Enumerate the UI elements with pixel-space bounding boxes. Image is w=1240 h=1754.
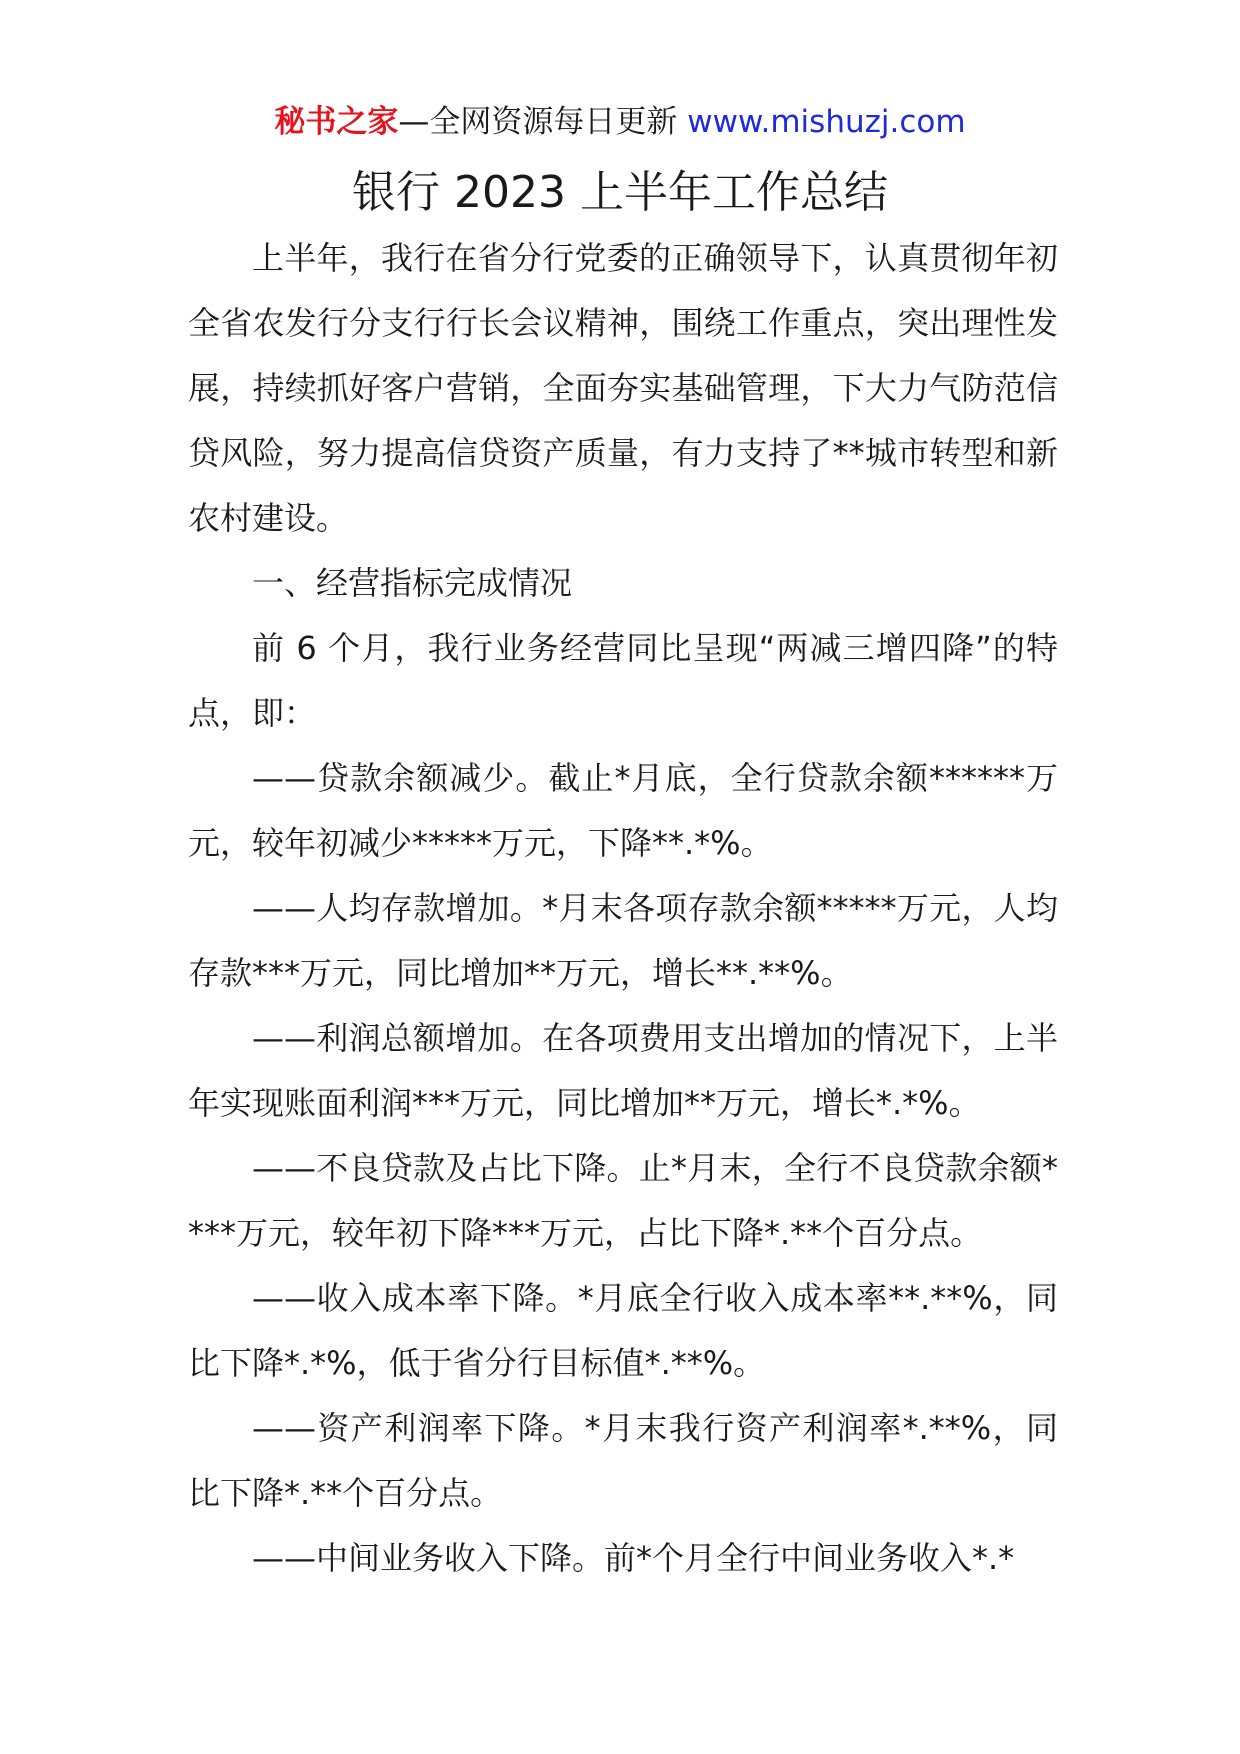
- paragraph-deposits: ——人均存款增加。*月末各项存款余额*****万元，人均存款***万元，同比增加**万元，增长**.**%。: [188, 889, 1058, 992]
- brand-name: 秘书之家: [274, 104, 399, 140]
- header-slogan: —全网资源每日更新: [398, 104, 688, 140]
- paragraph-intermediate-income: ——中间业务收入下降。前*个月全行中间业务收入*.*: [252, 1539, 1015, 1577]
- paragraph-nonperforming-loans: ——不良贷款及占比下降。止*月末，全行不良贷款余额****万元，较年初下降***万元，占比下降*.**个百分点。: [188, 1149, 1058, 1252]
- document-title: 银行 2023 上半年工作总结: [352, 167, 888, 218]
- site-url-link[interactable]: www.mishuzj.com: [687, 104, 966, 140]
- paragraph-cost-income-ratio: ——收入成本率下降。*月底全行收入成本率**.**%，同比下降*.*%，低于省分行目标值*.**%。: [188, 1279, 1058, 1382]
- document-body: [188, 226, 1058, 1591]
- paragraph-profit: ——利润总额增加。在各项费用支出增加的情况下，上半年实现账面利润***万元，同比增加**万元，增长*.*%。: [188, 1019, 1058, 1122]
- page-header: [0, 100, 1240, 144]
- paragraph-overview: 前 6 个月，我行业务经营同比呈现“两减三增四降”的特点，即：: [188, 629, 1058, 732]
- paragraph-asset-return: ——资产利润率下降。*月末我行资产利润率*.**%，同比下降*.**个百分点。: [188, 1409, 1058, 1512]
- paragraph-loan-balance: ——贷款余额减少。截止*月底，全行贷款余额******万元，较年初减少*****万元，下降**.*%。: [188, 759, 1058, 862]
- section-heading: 一、经营指标完成情况: [252, 564, 573, 602]
- paragraph-intro: 上半年，我行在省分行党委的正确领导下，认真贯彻年初全省农发行分支行行长会议精神，围绕工作重点，突出理性发展，持续抓好客户营销，全面夯实基础管理，下大力气防范信贷风险，努力提高信贷资产质量，有力支持了**城市转型和新农村建设。: [188, 239, 1058, 537]
